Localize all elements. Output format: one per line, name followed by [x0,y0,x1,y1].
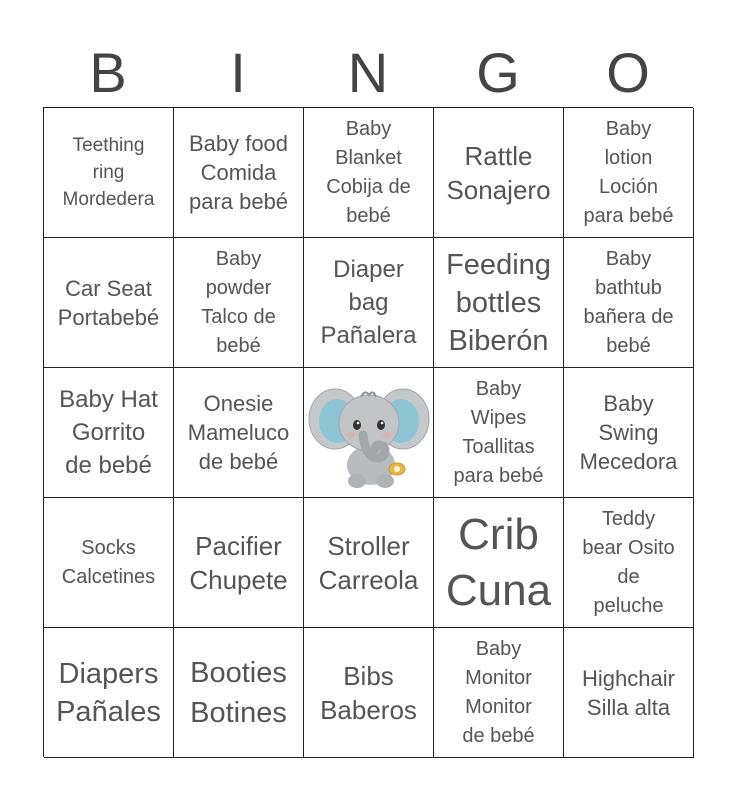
cell-line: Baby [605,117,652,140]
cell-line: de [617,565,640,588]
bingo-cell [434,238,564,368]
bingo-cell [564,368,694,498]
cell-line: de bebé [65,452,152,479]
cell-line: peluche [593,594,664,617]
cell-line: Diaper [333,256,404,283]
header-letter-n: N [347,41,389,104]
free-space [304,368,434,498]
cell-line: powder [205,276,272,299]
cell-line: Stroller [327,530,410,561]
cell-line: bear Osito [582,536,675,559]
bingo-cell [434,628,564,758]
cell-line: Monitor [465,666,532,689]
header-letter-o: O [606,41,650,104]
bingo-cell [174,238,304,368]
cell-line: Crib [458,509,539,559]
bingo-cell [44,628,174,758]
bingo-cell [564,628,694,758]
cell-line: Swing [598,420,659,445]
bingo-cell [564,498,694,628]
cell-line: de bebé [198,449,279,474]
bingo-cell [434,368,564,498]
cell-line: Onesie [203,391,274,416]
cell-line: Cobija de [326,175,411,198]
baby-elephant-icon [305,373,433,493]
cell-line: Baby food [188,131,289,156]
bingo-cell [174,108,304,238]
bingo-cell [304,238,434,368]
cell-line: Biberón [448,324,549,357]
cell-line: Mecedora [579,449,678,474]
cell-line: Teddy [601,507,656,530]
cell-line: Monitor [465,695,532,718]
cell-line: para bebé [188,189,289,214]
bingo-cell [174,368,304,498]
bingo-cell [304,628,434,758]
cell-line: para bebé [453,464,544,487]
cell-line: Pacifier [195,530,282,561]
cell-line: Baby [475,637,522,660]
bingo-cell [44,238,174,368]
cell-line: Teething [72,135,145,156]
cell-line: bebé [216,334,261,357]
header-letter-g: G [476,41,520,104]
cell-line: bañera de [583,305,674,328]
cell-line: bag [348,289,389,316]
bingo-cell [44,498,174,628]
cell-line: Blanket [335,146,402,169]
cell-line: Pañales [56,695,161,728]
cell-line: Pañalera [320,322,417,349]
cell-line: Silla alta [586,694,671,720]
bingo-cell [174,498,304,628]
cell-line: Booties [190,656,287,689]
cell-line: Botines [190,696,287,729]
bingo-grid [43,107,693,757]
cell-line: Baby [603,391,654,416]
cell-line: Talco de [201,305,276,328]
bingo-cell [564,108,694,238]
cell-line: de bebé [462,724,535,747]
cell-line: Mameluco [187,420,290,445]
cell-line: Calcetines [61,565,156,588]
cell-line: lotion [604,146,653,169]
cell-line: Portabebé [57,304,160,330]
bingo-cell [304,108,434,238]
cell-line: Baby Hat [59,386,158,413]
cell-line: Baberos [320,694,417,725]
bingo-cell [434,108,564,238]
cell-line: Gorrito [71,419,146,446]
cell-line: bebé [346,204,391,227]
cell-line: Comida [200,160,277,185]
cell-line: Baby [475,377,522,400]
cell-line: Car Seat [65,275,152,301]
cell-line: Rattle [464,140,533,171]
cell-line: bebé [606,334,651,357]
cell-line: Mordedera [62,189,155,210]
cell-line: ring [92,162,125,183]
bingo-cell [44,368,174,498]
cell-line: Toallitas [462,435,535,458]
cell-line: Socks [81,536,136,559]
bingo-cell [434,498,564,628]
cell-line: bathtub [595,276,662,299]
header-letter-i: I [230,41,246,104]
cell-line: para bebé [583,204,674,227]
cell-line: Loción [599,175,658,198]
cell-line: Feeding [446,248,551,281]
cell-line: Chupete [189,564,288,595]
cell-line: Cuna [445,565,552,615]
cell-line: Diapers [58,657,159,690]
bingo-header [43,38,693,108]
cell-line: bottles [455,286,542,319]
cell-line: Sonajero [446,174,551,205]
cell-line: Highchair [582,665,675,691]
bingo-cell [564,238,694,368]
cell-line: Baby [345,117,392,140]
cell-line: Carreola [318,564,419,595]
cell-line: Baby [605,247,652,270]
bingo-cell [174,628,304,758]
cell-line: Baby [215,247,262,270]
header-letter-b: B [89,41,127,104]
cell-line: Wipes [470,406,527,429]
cell-line: Bibs [343,660,394,691]
bingo-cell [44,108,174,238]
bingo-cell [304,498,434,628]
